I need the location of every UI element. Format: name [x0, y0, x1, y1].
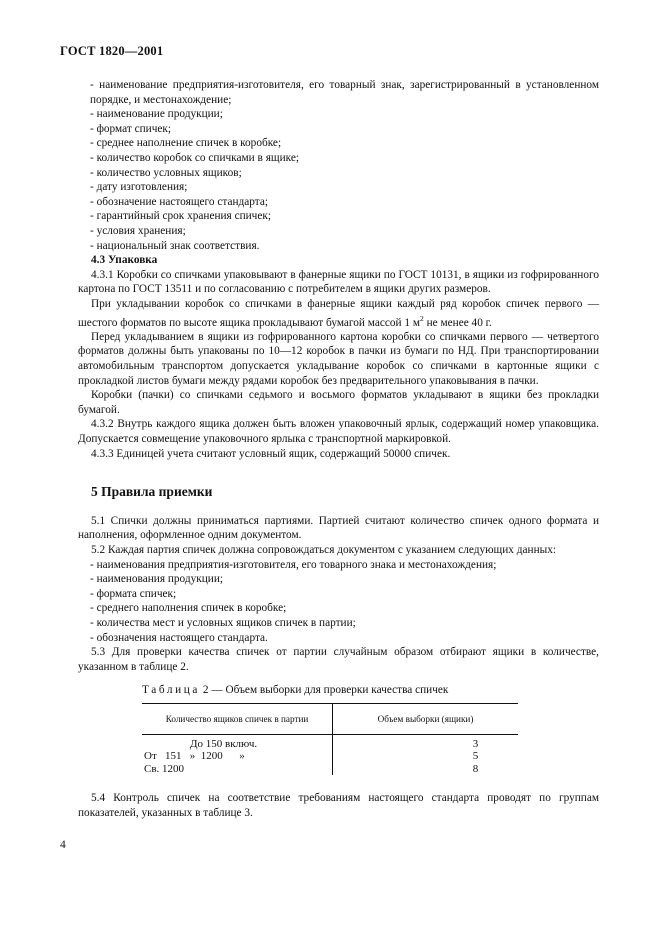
- table-cell-range: Св. 1200: [142, 763, 333, 776]
- data-list-item: - наименования предприятия-изготовителя, его товарного знака и местонахождения;: [90, 558, 497, 571]
- table-row: [142, 763, 518, 776]
- superscript: 2: [420, 313, 424, 323]
- intro-list-item: - дату изготовления;: [90, 181, 188, 194]
- paragraph-5-4: 5.4 Контроль спичек на соответствие требованиям настоящего стандарта проводят по группам показателей, указанных в таблице 3.: [78, 792, 599, 820]
- intro-list-item: - национальный знак соответствия.: [90, 239, 260, 252]
- data-list-item: - среднего наполнения спичек в коробке;: [90, 602, 287, 615]
- intro-list-item: - гарантийный срок хранения спичек;: [90, 210, 272, 223]
- intro-list-item: - наименование продукции;: [90, 108, 223, 121]
- paragraph-4-3-1-cardboard: Перед укладыванием в ящики из гофрированного картона коробки со спичками первого — четвертого форматов должны быть упакованы по 10—12 коробок в пачки из бумаги по НД. При транспортировании автомобильным транспортом допускается укладывание коробок со спичками в картонные ящики с прокладкой листов бумаги между рядами коробок без предварительного упаковывания в пачки.: [78, 330, 599, 387]
- table-row: [142, 734, 518, 750]
- table-header-cell: Количество ящиков спичек в партии: [142, 703, 333, 734]
- intro-list-item: - обозначение настоящего стандарта;: [90, 195, 268, 208]
- subsection-heading-packaging: 4.3 Упаковка: [91, 254, 158, 267]
- data-list-item: - количества мест и условных ящиков спичек в партии;: [90, 616, 356, 629]
- table-caption: [142, 683, 599, 698]
- table-caption-word: Таблица: [142, 684, 201, 697]
- table-caption-text: 2 — Объем выборки для проверки качества спичек: [200, 684, 449, 697]
- intro-list-item: - наименование предприятия-изготовителя, его товарный знак, зарегистрированный в установленном порядке, и местонахождение;: [90, 79, 599, 106]
- paragraph-5-1: 5.1 Спички должны приниматься партиями. Партией считают количество спичек одного формата и наполнения, оформленное одним документом.: [78, 514, 599, 542]
- table-cell-sample: 3: [472, 737, 479, 750]
- table-header-cell: Объем выборки (ящики): [333, 703, 519, 734]
- table-cell-range: От 151 » 1200 »: [142, 750, 333, 763]
- data-list-item: - формата спичек;: [90, 587, 177, 600]
- intro-list-item: - формат спичек;: [90, 122, 172, 135]
- paragraph-5-2: 5.2 Каждая партия спичек должна сопровождаться документом с указанием следующих данных:: [91, 543, 557, 556]
- paragraph-text: При укладывании коробок со спичками в фанерные ящики каждый ряд коробок спичек первого — шестого форматов по высоте ящика прокладывают бумагой массой 1 м: [78, 297, 599, 329]
- intro-list-item: - среднее наполнение спичек в коробке;: [90, 137, 282, 150]
- table-cell-sample: 8: [472, 762, 479, 775]
- data-list-item: - обозначения настоящего стандарта.: [90, 631, 268, 644]
- paragraph-5-3: 5.3 Для проверки качества спичек от партии случайным образом отбирают ящики в количестве, указанном в таблице 2.: [78, 646, 599, 673]
- table-header-row: [142, 703, 518, 734]
- paragraph-4-3-3: 4.3.3 Единицей учета считают условный ящик, содержащий 50000 спичек.: [91, 447, 451, 460]
- paragraph-4-3-2: 4.3.2 Внутрь каждого ящика должен быть вложен упаковочный ярлык, содержащий номер упаковщика. Допускается совмещение упаковочного ярлыка с транспортной маркировкой.: [78, 418, 599, 446]
- intro-list-item: - количество условных ящиков;: [90, 166, 242, 179]
- page-header: ГОСТ 1820—2001: [60, 44, 164, 58]
- table-cell-sample: 5: [472, 750, 479, 763]
- data-list-item: - наименования продукции;: [90, 573, 224, 586]
- table-row: [142, 750, 518, 763]
- page-number: 4: [60, 839, 66, 851]
- section-heading-acceptance: 5 Правила приемки: [91, 484, 213, 500]
- intro-list-item: - количество коробок со спичками в ящике;: [90, 151, 299, 164]
- intro-list-item: - условия хранения;: [90, 224, 186, 237]
- page-body: [78, 78, 599, 821]
- paragraph-4-3-1: 4.3.1 Коробки со спичками упаковывают в фанерные ящики по ГОСТ 10131, в ящики из гофрированного картона по ГОСТ 13511 и по согласованию с потребителем в ящики других размеров.: [78, 268, 599, 296]
- paragraph-text: не менее 40 г.: [423, 316, 492, 329]
- paragraph-4-3-1-plywood: [78, 297, 599, 330]
- sample-size-table: [142, 703, 518, 776]
- table-cell-range: До 150 включ.: [142, 734, 333, 750]
- paragraph-4-3-1-formats: Коробки (пачки) со спичками седьмого и восьмого форматов укладывают в ящики без прокладки бумагой.: [78, 389, 599, 416]
